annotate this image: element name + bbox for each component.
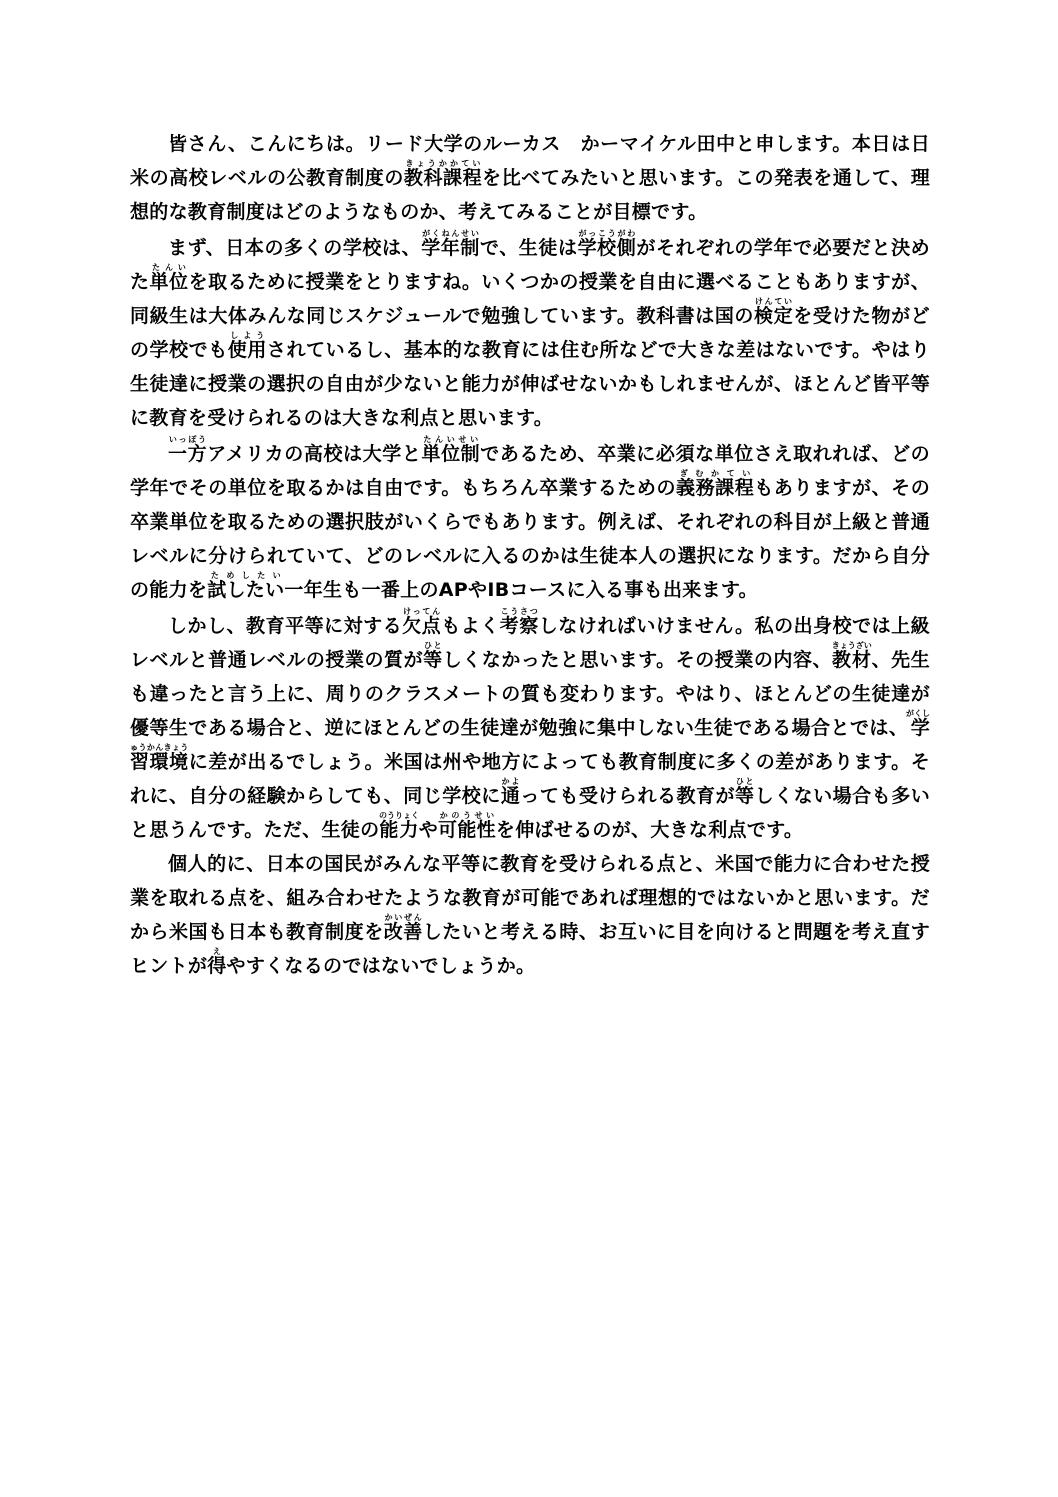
ruby-term bbox=[676, 469, 755, 499]
ruby-term bbox=[754, 297, 794, 327]
text-run: しかし、教育平等に対する bbox=[168, 615, 403, 637]
ruby-term bbox=[403, 159, 483, 189]
ruby-base: 使用 bbox=[227, 339, 267, 361]
ruby-base: 一方 bbox=[168, 443, 208, 465]
ruby-term bbox=[735, 777, 755, 807]
text-run: で、生徒は bbox=[479, 237, 578, 259]
furigana: え bbox=[207, 947, 227, 956]
furigana: けってん bbox=[402, 607, 441, 616]
text-run: もありますが、その卒業単位を取るための選択肢がいくらでもあります。例えば、それぞれの科目が上級と普通レベルに分けられていて、どのレベルに入るのかは生徒本人の選択になります。だから自分の能力を bbox=[130, 477, 931, 601]
ruby-base: 単位制 bbox=[421, 443, 481, 465]
text-run: を取るために授業をとりますね。いくつかの授業を自由に選べることもありますが、同級生は大体みんな同じスケジュールで勉強しています。教科書は国の bbox=[130, 271, 931, 327]
ruby-base: 学習環境 bbox=[130, 717, 930, 773]
text-run: しくなかったと思います。その授業の内容、 bbox=[442, 649, 833, 671]
furigana: がくねんせい bbox=[421, 229, 480, 238]
furigana: きょうざい bbox=[831, 641, 872, 650]
ruby-base: 得 bbox=[207, 955, 227, 977]
text-run: アメリカの高校は大学と bbox=[207, 443, 422, 465]
text-run: っても受けられる教育が bbox=[520, 785, 736, 807]
ruby-term bbox=[500, 777, 521, 807]
furigana: いっぽう bbox=[168, 435, 207, 444]
ruby-term bbox=[421, 229, 480, 259]
furigana: がくしゅうかんきょう bbox=[130, 709, 930, 752]
ruby-base: 学校側 bbox=[577, 237, 637, 259]
furigana: ためしたい bbox=[207, 571, 285, 580]
ruby-base: 等 bbox=[735, 785, 755, 807]
text-run: もよく bbox=[441, 615, 500, 637]
ruby-term bbox=[207, 947, 227, 977]
furigana: しよう bbox=[227, 331, 267, 340]
ruby-base: 教科課程 bbox=[403, 167, 483, 189]
ruby-base: 学年制 bbox=[421, 237, 480, 259]
text-run: 、先生も違ったと言う上に、周りのクラスメートの質も変わります。やはり、ほとんどの生徒達が優等生である場合と、逆にほとんどの生徒達が勉強に集中しない生徒である場合とでは、 bbox=[130, 649, 930, 739]
ruby-base: 可能性 bbox=[438, 819, 496, 841]
ruby-term bbox=[499, 607, 539, 637]
ruby-term bbox=[168, 435, 208, 465]
ruby-base: 教材 bbox=[831, 649, 872, 671]
ruby-term bbox=[207, 571, 285, 601]
furigana: のうりょく bbox=[379, 811, 420, 820]
ruby-term bbox=[383, 913, 423, 943]
furigana: こうさつ bbox=[499, 607, 539, 616]
furigana: かのうせい bbox=[438, 811, 496, 820]
paragraph-us-system bbox=[130, 435, 930, 607]
paragraph-japan-system bbox=[130, 229, 930, 435]
text-run: であるため、卒業に必須な単位さえ取れれば、どの学年でその単位を取るかは自由です。もちろん卒業するための bbox=[130, 443, 930, 499]
text-run: や bbox=[418, 819, 439, 841]
text-run: やすくなるのではないでしょうか。 bbox=[226, 955, 536, 977]
text-run: したいと考える時、お互いに目を向けると問題を考え直すヒントが bbox=[130, 921, 931, 977]
furigana: かよ bbox=[500, 777, 521, 786]
ruby-term bbox=[831, 641, 872, 671]
text-run: を比べてみたいと思います。この発表を通して、理想的な教育制度はどのようなものか、考えてみることが目標です。 bbox=[130, 167, 930, 223]
paragraph-intro bbox=[130, 127, 930, 229]
paragraph-drawbacks bbox=[130, 607, 930, 847]
document-body bbox=[130, 127, 930, 983]
text-run: を受けた物がどの学校でも bbox=[130, 305, 930, 361]
ruby-base: 改善 bbox=[383, 921, 423, 943]
furigana: きょうかかてい bbox=[403, 159, 482, 168]
ruby-term bbox=[379, 811, 420, 841]
ruby-term bbox=[402, 607, 442, 637]
ruby-base: 試したい bbox=[207, 579, 285, 601]
furigana: けんてい bbox=[754, 297, 793, 306]
text-run: しなければいけません。私の出身校では上級レベルと普通レベルの授業の質が bbox=[130, 615, 930, 671]
furigana: たんいせい bbox=[421, 435, 480, 444]
text-run: 個人的に、日本の国民がみんな平等に教育を受けられる点と、米国で能力に合わせた授業を取れる点を、組み合わせたような教育が可能であれば理想的ではないかと思います。だから米国も日本も教育制度を bbox=[130, 853, 930, 943]
ruby-base: 単位 bbox=[149, 271, 189, 293]
text-run: がそれぞれの学年で必要だと決めた bbox=[130, 237, 930, 293]
ruby-term bbox=[438, 811, 496, 841]
furigana: ひと bbox=[423, 641, 443, 650]
ruby-term bbox=[421, 435, 481, 465]
ruby-base: 能力 bbox=[379, 819, 420, 841]
ruby-term bbox=[227, 331, 267, 361]
text-run: されているし、基本的な教育には住む所などで大きな差はないです。やはり生徒達に授業の選択の自由が少ないと能力が伸ばせないかもしれませんが、ほとんど皆平等に教育を受けられるのは大きな利点と思います。 bbox=[130, 339, 930, 429]
ruby-term bbox=[423, 641, 443, 671]
text-run: まず、日本の多くの学校は、 bbox=[168, 237, 422, 259]
text-run: しくない場合も多いと思うんです。ただ、生徒の bbox=[130, 785, 931, 841]
furigana: ぎむかてい bbox=[676, 469, 755, 478]
furigana: たんい bbox=[149, 263, 189, 272]
ruby-base: 等 bbox=[423, 649, 443, 671]
furigana: かいぜん bbox=[383, 913, 423, 922]
ruby-base: 義務課程 bbox=[676, 477, 755, 499]
ruby-base: 通 bbox=[500, 785, 521, 807]
ruby-term bbox=[577, 229, 637, 259]
ruby-base: 欠点 bbox=[402, 615, 442, 637]
paragraph-conclusion bbox=[130, 847, 930, 983]
text-run: 一年生も一番上のAPやIBコースに入る事も出来ます。 bbox=[284, 579, 758, 601]
ruby-base: 検定 bbox=[754, 305, 794, 327]
furigana: ひと bbox=[735, 777, 755, 786]
text-run: に差が出るでしょう。米国は州や地方によっても教育制度に多くの差があります。それに、自分の経験からしても、同じ学校に bbox=[130, 751, 930, 807]
furigana: がっこうがわ bbox=[577, 229, 637, 238]
ruby-base: 考察 bbox=[499, 615, 539, 637]
text-run: 皆さん、こんにちは。リード大学のルーカス かーマイケル田中と申します。本日は日米の高校レベルの公教育制度の bbox=[130, 133, 930, 189]
text-run: を伸ばせるのが、大きな利点です。 bbox=[495, 819, 804, 841]
ruby-term bbox=[149, 263, 189, 293]
